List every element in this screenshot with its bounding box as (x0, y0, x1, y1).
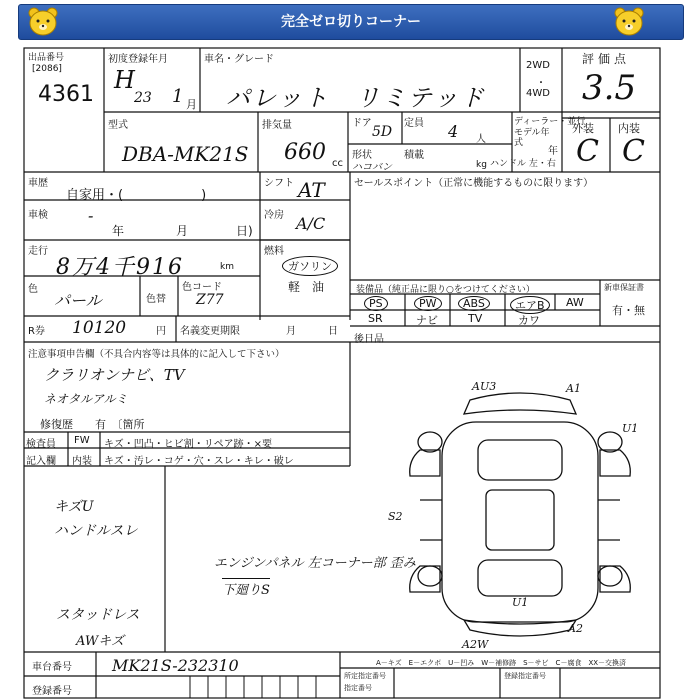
drive-2wd: 2WD (526, 60, 550, 71)
lot-number: 4361 (38, 82, 94, 107)
repair-label: 修復歴 有 〔箇所 (40, 418, 145, 431)
model-year-label: モデル年式 (514, 128, 550, 148)
registration-label: 名義変更期限 (180, 326, 240, 337)
ac-label: 冷房 (264, 210, 284, 221)
remarks-6: 下廻りS (222, 578, 270, 598)
exterior-value: C (576, 134, 599, 169)
remarks-5: エンジンパネル 左コーナー部 歪み (214, 556, 416, 571)
load-unit: kg (476, 160, 487, 170)
drive-4wd: 4WD (526, 88, 550, 99)
dealer-label: ディーラー・並行 (514, 117, 586, 127)
category-value: 自家用・( ) (66, 188, 207, 203)
shift-label: シフト (264, 178, 294, 189)
warranty-label: 新車保証書 (604, 283, 644, 292)
installed-label: 後日品 (354, 334, 384, 345)
fuel-gas: ガソリン (282, 256, 338, 276)
remarks-1: キズU (54, 499, 94, 515)
equip-abs: ABS (458, 296, 490, 311)
displacement-unit: cc (332, 158, 343, 169)
mark-au3: AU3 (472, 380, 497, 393)
remarks-3: スタッドレス (56, 607, 140, 623)
equip-airbag: エアB (510, 296, 550, 314)
score-value: 3.5 (582, 68, 637, 108)
interior-items: キズ・汚レ・コゲ・穴・スレ・キレ・破レ (104, 456, 294, 467)
sales-label: セールスポイント（正常に機能するものに限ります） (354, 178, 594, 189)
inspector-label: 検査員 (26, 439, 56, 450)
lot-sub: [2086] (32, 64, 62, 74)
equip-ps: PS (364, 296, 388, 311)
mileage-label: 走行 (28, 246, 48, 257)
designated-label: 指定番号 (344, 684, 372, 692)
color-code-label: 色コード (182, 282, 222, 293)
notes-line1: クラリオンナビ、TV (44, 366, 185, 384)
mark-a2: A2 (568, 622, 583, 635)
remarks-4: AWキズ (76, 634, 124, 649)
reg-month: 1 (172, 86, 184, 107)
displacement-label: 排気量 (262, 120, 292, 131)
equip-navi: ナビ (416, 314, 438, 327)
exterior-label: 外装 (572, 122, 594, 135)
displacement-value: 660 (284, 140, 326, 165)
reg-day-unit: 日 (328, 326, 338, 337)
recycle-value: 10120 (72, 318, 127, 338)
inspection-label: 車検 (28, 210, 48, 221)
banner-title: 完全ゼロ切りコーナー (281, 14, 421, 30)
interior-value: C (622, 134, 645, 169)
inspection-value: - (88, 206, 94, 225)
equip-leather: カワ (518, 314, 540, 327)
equip-pw: PW (414, 296, 442, 311)
capacity-unit: 人 (476, 134, 486, 145)
reg-era: H (114, 66, 135, 94)
interior-label: 内装 (618, 122, 640, 135)
damage-legend: A－キズ E－エクボ U－凹み W－補修跡 S－サビ C－腐食 XX－交換済 (376, 659, 627, 667)
mark-a1: A1 (566, 382, 581, 395)
car-damage-diagram (388, 380, 640, 651)
drive-dot: ・ (536, 78, 546, 89)
mark-u1-rear: U1 (512, 596, 529, 609)
recycle-unit: 円 (156, 326, 166, 337)
shape-label: 形状 (352, 150, 372, 161)
chassis-value: MK21S-232310 (112, 656, 239, 675)
fw-label: FW (74, 435, 90, 446)
equipment-label: 装備品（純正品に限り○をつけてください） (356, 285, 535, 295)
remarks-2: ハンドルスレ (54, 523, 138, 539)
equip-tv: TV (468, 312, 483, 325)
month-unit: 月 (186, 98, 197, 111)
doors-value: 5D (372, 124, 393, 140)
category-label: 車歴 (28, 178, 48, 189)
equip-aw: AW (566, 296, 584, 309)
equip-sr: SR (368, 312, 383, 325)
entry-label: 記入欄 (26, 456, 56, 467)
reg-month-unit: 月 (286, 326, 296, 337)
model-label: 車名・グレード (204, 54, 274, 65)
load-label: 積載 (404, 150, 424, 161)
registration-number-label: 登録番号 (32, 686, 72, 697)
capacity-label: 定員 (404, 118, 424, 129)
color-value: パール (54, 291, 102, 310)
reg-label: 初度登録年月 (108, 54, 168, 65)
mark-a2w: A2W (462, 638, 489, 651)
model-value: パレット リミテッド (226, 84, 486, 112)
mark-s2: S2 (388, 510, 403, 523)
mark-u1-right: U1 (622, 422, 639, 435)
doors-label: ドア (352, 118, 372, 129)
warranty-value: 有・無 (612, 304, 645, 317)
handle-label: ハンドル 左・右 (490, 159, 556, 169)
lot-label: 出品番号 (28, 53, 65, 63)
notes-label: 注意事項申告欄（不具合内容等は具体的に記入して下さい） (28, 349, 285, 360)
footer-small2: 登録指定番号 (504, 672, 546, 680)
recycle-label: R券 (28, 326, 45, 337)
chassis-label: 車台番号 (32, 662, 72, 673)
inspection-day: 日) (236, 224, 253, 238)
type-value: DBA-MK21S (122, 142, 249, 166)
score-label: 評価点 (582, 52, 631, 66)
footer-small1: 所定指定番号 (344, 672, 386, 680)
color-code-value: Z77 (196, 292, 224, 308)
color-label: 色 (28, 284, 38, 295)
ac-value: A/C (296, 214, 326, 233)
fuel-label: 燃料 (264, 246, 284, 257)
mileage-unit: km (220, 262, 234, 272)
fuel-diesel: 軽 油 (288, 280, 325, 294)
year-unit: 年 (548, 146, 558, 157)
fw-items: キズ・凹凸・ヒビ割・リペア跡・×要 (104, 439, 272, 450)
reg-year: 23 (134, 90, 152, 106)
color-change-label: 色替 (146, 294, 166, 305)
shape-value: ハコバン (352, 162, 392, 173)
shift-value: AT (298, 178, 325, 202)
mileage-value: 8万4千916 (56, 255, 184, 280)
capacity-value: 4 (448, 122, 459, 141)
type-label: 型式 (108, 120, 128, 131)
inspection-year: 年 (112, 224, 125, 238)
inspection-month: 月 (176, 224, 189, 238)
interior-row-label: 内装 (72, 456, 92, 467)
notes-line2: ネオタルアルミ (44, 392, 128, 406)
